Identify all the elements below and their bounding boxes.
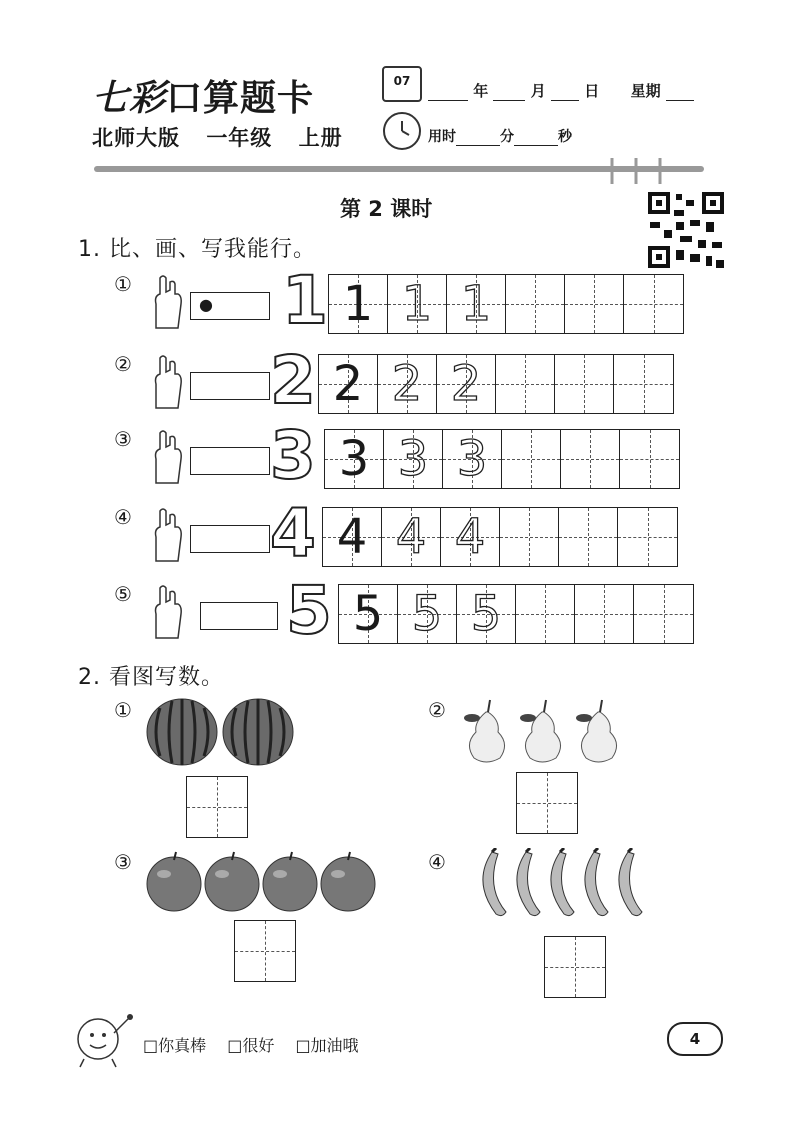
calendar-day: 07	[393, 74, 411, 88]
row-number: ③	[114, 427, 132, 451]
day-label: 日	[584, 82, 600, 100]
clock-icon	[383, 112, 421, 150]
date-fields	[428, 80, 694, 101]
count-box[interactable]	[190, 525, 270, 553]
writing-cell[interactable]	[620, 430, 679, 488]
writing-cell[interactable]	[323, 508, 382, 566]
fruit-picture	[146, 698, 328, 770]
logo-title	[92, 70, 314, 121]
writing-cell[interactable]	[437, 355, 496, 413]
time-fields	[428, 126, 572, 146]
sample-digit: 1	[342, 276, 374, 332]
divider-rings	[604, 156, 670, 186]
page-number: 4	[667, 1022, 723, 1056]
banana-icon	[517, 848, 540, 916]
writing-cell[interactable]	[561, 430, 620, 488]
writing-cell[interactable]	[329, 275, 388, 333]
item-number: ③	[114, 850, 132, 874]
outline-digit: 2	[270, 342, 316, 419]
banana-icon	[551, 848, 574, 916]
rating-try-harder[interactable]: □加油哦	[295, 1036, 359, 1055]
edition-subtitle	[92, 122, 361, 152]
trace-digit: 4	[395, 509, 427, 565]
sample-digit: 2	[332, 356, 364, 412]
grade: 一年级	[206, 126, 273, 150]
trace-digit: 3	[456, 431, 488, 487]
apple-icon	[321, 852, 375, 911]
lesson-title: 第 2 课时	[340, 197, 433, 221]
count-box[interactable]	[190, 372, 270, 400]
fruit-picture	[470, 848, 670, 920]
clock-hands	[385, 114, 419, 148]
banana-icon	[483, 848, 506, 916]
trace-digit: 1	[460, 276, 492, 332]
outline-digit: 4	[270, 495, 316, 572]
hand-fingers-icon	[146, 580, 186, 642]
month-blank[interactable]	[493, 86, 525, 101]
trace-digit: 2	[450, 356, 482, 412]
writing-grid	[322, 507, 678, 567]
sample-digit: 4	[336, 509, 368, 565]
writing-cell[interactable]	[614, 355, 673, 413]
trace-digit: 2	[391, 356, 423, 412]
writing-cell[interactable]	[398, 585, 457, 643]
writing-cell[interactable]	[382, 508, 441, 566]
hand-fingers-icon	[146, 270, 186, 332]
item-number: ④	[428, 850, 446, 874]
writing-cell[interactable]	[441, 508, 500, 566]
fruit-picture	[460, 696, 658, 768]
hand-fingers-icon	[146, 503, 186, 565]
writing-grid	[338, 584, 694, 644]
trace-digit: 1	[401, 276, 433, 332]
edition: 北师大版	[92, 126, 180, 150]
year-blank[interactable]	[428, 86, 468, 101]
writing-cell[interactable]	[443, 430, 502, 488]
outline-digit: 3	[270, 417, 316, 494]
writing-cell[interactable]	[506, 275, 565, 333]
weekday-label: 星期	[630, 82, 661, 100]
brand-name: 七彩	[92, 77, 167, 119]
pear-icon	[520, 700, 561, 762]
outline-digit: 1	[282, 262, 328, 339]
item-number: ②	[428, 698, 446, 722]
trace-digit: 4	[454, 509, 486, 565]
rating-good[interactable]: □很好	[227, 1036, 275, 1055]
calendar-icon	[382, 66, 422, 102]
answer-box[interactable]	[516, 772, 578, 834]
trace-digit: 3	[397, 431, 429, 487]
apple-icon	[205, 852, 259, 911]
mascot-icon	[68, 1005, 138, 1071]
hand-fingers-icon	[146, 350, 186, 412]
row-number: ①	[114, 272, 132, 296]
writing-cell[interactable]	[384, 430, 443, 488]
writing-cell[interactable]	[325, 430, 384, 488]
card-name: 口算题卡	[166, 77, 315, 119]
count-box[interactable]	[190, 447, 270, 475]
count-box[interactable]	[200, 602, 278, 630]
banana-icon	[619, 848, 642, 916]
writing-cell[interactable]	[575, 585, 634, 643]
writing-cell[interactable]	[457, 585, 516, 643]
pear-icon	[576, 700, 617, 762]
year-label: 年	[473, 82, 489, 100]
writing-grid	[318, 354, 674, 414]
sample-digit: 3	[338, 431, 370, 487]
answer-box[interactable]	[186, 776, 248, 838]
writing-grid	[328, 274, 684, 334]
writing-cell[interactable]	[634, 585, 693, 643]
outline-digit: 5	[286, 572, 332, 649]
weekday-blank[interactable]	[666, 86, 694, 101]
rating-great[interactable]: □你真棒	[143, 1036, 207, 1055]
fruit-picture	[146, 850, 408, 922]
writing-cell[interactable]	[388, 275, 447, 333]
answer-box[interactable]	[234, 920, 296, 982]
writing-cell[interactable]	[624, 275, 683, 333]
row-number: ②	[114, 352, 132, 376]
apple-icon	[263, 852, 317, 911]
apple-icon	[147, 852, 201, 911]
watermelon-icon	[147, 699, 217, 765]
minute-label: 分	[500, 129, 514, 145]
writing-cell[interactable]	[496, 355, 555, 413]
writing-cell[interactable]	[618, 508, 677, 566]
item-number: ①	[114, 698, 132, 722]
writing-cell[interactable]	[502, 430, 561, 488]
writing-grid	[324, 429, 680, 489]
banana-icon	[585, 848, 608, 916]
trace-digit: 5	[470, 586, 502, 642]
writing-cell[interactable]	[500, 508, 559, 566]
rating-options	[143, 1033, 375, 1056]
sample-digit: 5	[352, 586, 384, 642]
question-2-title: 2. 看图写数。	[78, 665, 224, 690]
qr-code-icon[interactable]	[646, 190, 726, 270]
trace-digit: 5	[411, 586, 443, 642]
second-label: 秒	[558, 129, 572, 145]
answer-box[interactable]	[544, 936, 606, 998]
day-blank[interactable]	[551, 86, 579, 101]
month-label: 月	[530, 82, 546, 100]
writing-cell[interactable]	[555, 355, 614, 413]
writing-cell[interactable]	[378, 355, 437, 413]
row-number: ⑤	[114, 582, 132, 606]
time-used-label: 用时	[428, 129, 456, 145]
row-number: ④	[114, 505, 132, 529]
writing-cell[interactable]	[319, 355, 378, 413]
count-box[interactable]	[190, 292, 270, 320]
hand-fingers-icon	[146, 425, 186, 487]
minute-blank[interactable]	[456, 131, 500, 146]
watermelon-icon	[223, 699, 293, 765]
writing-cell[interactable]	[559, 508, 618, 566]
question-1-title: 1. 比、画、写我能行。	[78, 237, 316, 262]
count-dot: ●	[199, 295, 213, 314]
writing-cell[interactable]	[516, 585, 575, 643]
writing-cell[interactable]	[339, 585, 398, 643]
pear-icon	[464, 700, 505, 762]
volume: 上册	[298, 126, 343, 150]
writing-cell[interactable]	[447, 275, 506, 333]
second-blank[interactable]	[514, 131, 558, 146]
writing-cell[interactable]	[565, 275, 624, 333]
